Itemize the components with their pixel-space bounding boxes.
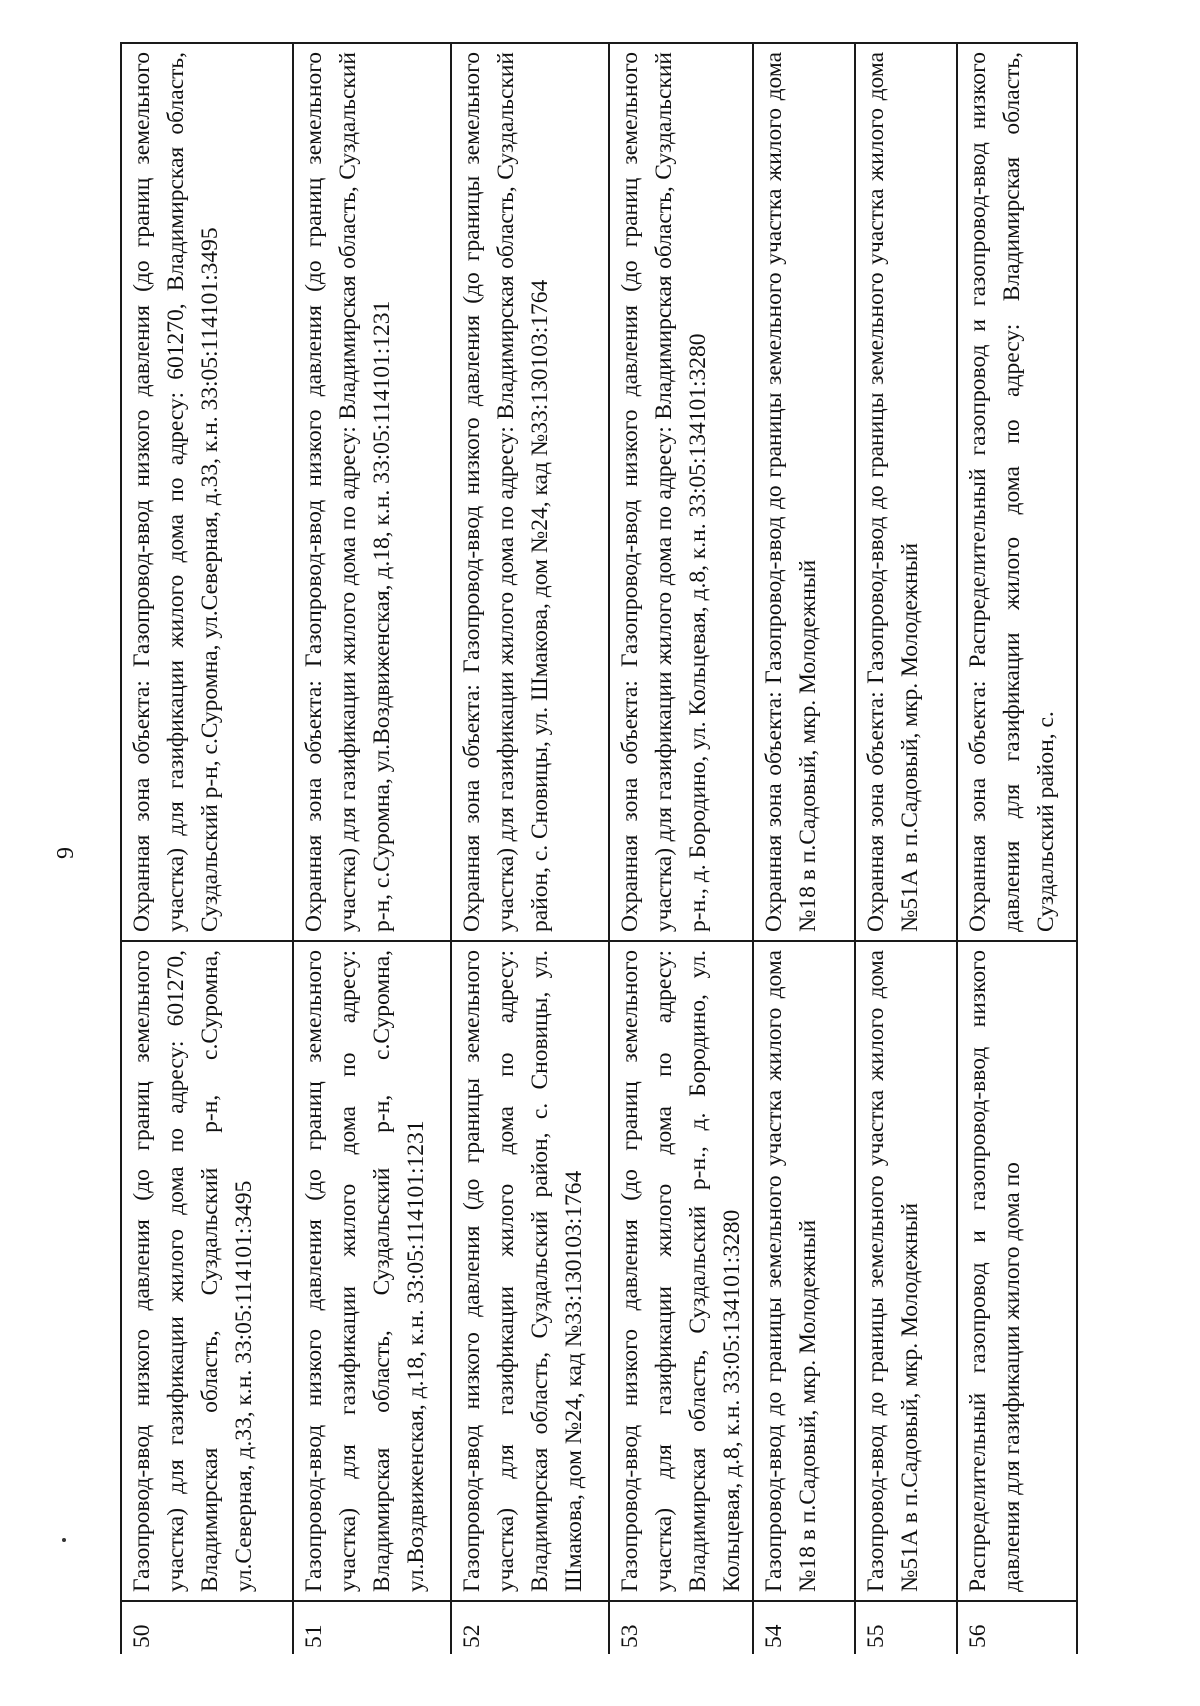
table-row [294,44,452,1654]
row-number: 51 [294,1600,450,1654]
protection-zone: Охранная зона объекта: Газопровод-ввод до границы земельного участка жилого дома №51А в п.Садовый, мкр. Молодежный [863,52,923,932]
table-frame [120,42,1078,1654]
page-number: 9 [53,847,79,859]
protection-zone: Охранная зона объекта: Газопровод-ввод низкого давления (до границ земельного участка) для газификации жилого дома по адресу: Владимирская область, Суздальский р-н., д. Бородино, ул. Кольцевая, д.8, к.н. 33:05:134101:3280 [617,52,711,932]
row-number: 56 [958,1600,1076,1654]
object-name: Газопровод-ввод низкого давления (до границ земельного участка) для газификации жилого дома по адресу: Владимирская область, Суздальский р-н., д. Бородино, ул. Кольцевая, д.8, к.н. 33:05:134101:3280 [610,940,752,1600]
scan-speck [62,1538,66,1542]
row-number: 55 [856,1600,956,1654]
object-name: Газопровод-ввод низкого давления (до границ земельного участка) для газификации жилого дома по адресу: Владимирская область, Суздальский р-н, с.Суромна, ул.Воздвиженская, д.18, к.н. 33:05:114101:1231 [294,940,450,1600]
table-row [754,44,856,1654]
object-name: Газопровод-ввод низкого давления (до границы земельного участка) для газификации жилого дома по адресу: Владимирская область, Суздальский район, с. Сновицы, ул. Шмакова, дом №24, кад №33:130103:1764 [452,940,608,1600]
object-name: Распределительный газопровод и газопровод-ввод низкого давления для газификации жилого дома по [958,940,1076,1600]
table-row [122,44,294,1654]
row-number: 54 [754,1600,854,1654]
object-name: Газопровод-ввод до границы земельного участка жилого дома №51А в п.Садовый, мкр. Молодежный [856,940,956,1600]
table-row [452,44,610,1654]
protection-zone: Охранная зона объекта: Распределительный газопровод и газопровод-ввод низкого давления для газификации жилого дома по адресу: Владимирская область, Суздальский район, с. [965,52,1059,932]
protection-zone: Охранная зона объекта: Газопровод-ввод до границы земельного участка жилого дома №18 в п.Садовый, мкр. Молодежный [761,52,821,932]
object-name: Газопровод-ввод низкого давления (до границ земельного участка) для газификации жилого дома по адресу: 601270, Владимирская область, Суздальский р-н, с.Суромна, ул.Северная, д.33, к.н. 33:05:114101:3495 [122,940,292,1600]
table-row [610,44,754,1654]
row-number: 50 [122,1600,292,1654]
objects-table [120,42,1078,1654]
object-name: Газопровод-ввод до границы земельного участка жилого дома №18 в п.Садовый, мкр. Молодежный [754,940,854,1600]
protection-zone: Охранная зона объекта: Газопровод-ввод низкого давления (до границ земельного участка) для газификации жилого дома по адресу: Владимирская область, Суздальский р-н, с.Суромна, ул.Воздвиженская, д.18, к.н. 33:05:114101:1231 [301,52,395,932]
table-row [856,44,958,1654]
protection-zone: Охранная зона объекта: Газопровод-ввод низкого давления (до границы земельного участка) для газификации жилого дома по адресу: Владимирская область, Суздальский район, с. Сновицы, ул. Шмакова, дом №24, кад №33:130103:1764 [459,52,553,932]
table-row [958,44,1076,1654]
row-number: 52 [452,1600,608,1654]
row-number: 53 [610,1600,752,1654]
protection-zone: Охранная зона объекта: Газопровод-ввод низкого давления (до границ земельного участка) для газификации жилого дома по адресу: 601270, Владимирская область, Суздальский р-н, с.Суромна, ул.Северная, д.33, к.н. 33:05:114101:3495 [129,52,223,932]
